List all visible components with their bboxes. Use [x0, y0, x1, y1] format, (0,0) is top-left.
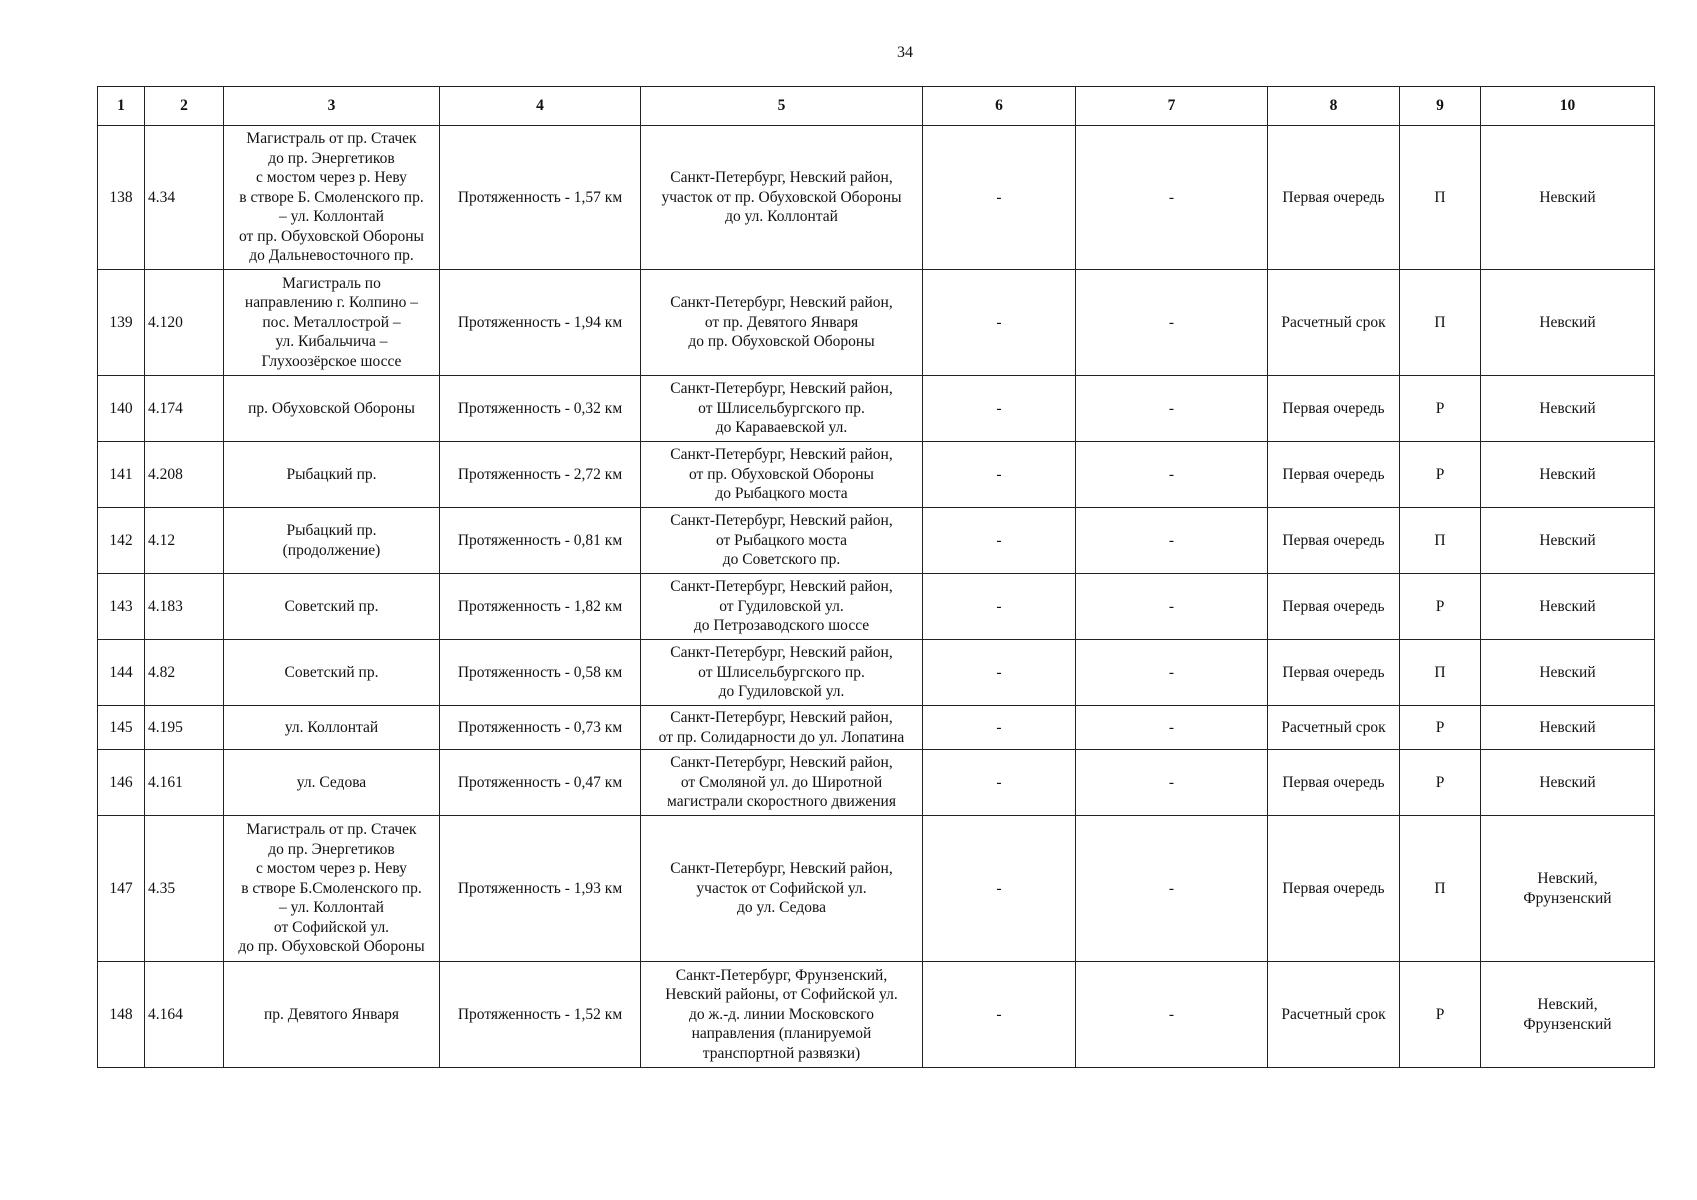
- row-number-cell: 148: [98, 962, 145, 1068]
- location-cell: [641, 270, 923, 376]
- type-cell: П: [1400, 508, 1481, 574]
- location-cell-line: до Караваевской ул.: [715, 419, 848, 437]
- object-name-cell-line: Советский пр.: [284, 663, 379, 681]
- code-cell: 4.82: [145, 640, 224, 706]
- term-cell: Расчетный срок: [1268, 962, 1400, 1068]
- type-cell: П: [1400, 640, 1481, 706]
- object-name-cell-line: от Софийской ул.: [273, 918, 390, 936]
- row-number-cell: 139: [98, 270, 145, 376]
- location-cell-line: Санкт-Петербург, Невский район,: [670, 380, 893, 398]
- object-name-cell-line: Магистраль от пр. Стачек: [246, 130, 417, 148]
- code-cell: 4.12: [145, 508, 224, 574]
- term-cell: Первая очередь: [1268, 126, 1400, 270]
- term-cell: Первая очередь: [1268, 750, 1400, 816]
- code-cell: 4.120: [145, 270, 224, 376]
- location-cell-line: от Шлисельбургского пр.: [698, 399, 865, 417]
- location-cell-line: до Советского пр.: [722, 551, 841, 569]
- location-cell-line: транспортной развязки): [702, 1044, 861, 1062]
- object-name-cell-line: Магистраль по: [282, 274, 381, 292]
- location-cell-line: Санкт-Петербург, Невский район,: [670, 860, 893, 878]
- term-cell: Первая очередь: [1268, 442, 1400, 508]
- type-cell: Р: [1400, 962, 1481, 1068]
- length-cell: Протяженность - 1,52 км: [440, 962, 641, 1068]
- location-cell-line: участок от пр. Обуховской Обороны: [661, 188, 902, 206]
- location-cell: [641, 706, 923, 750]
- col7-cell: -: [1076, 816, 1268, 962]
- code-cell: 4.164: [145, 962, 224, 1068]
- table-row: [98, 508, 1655, 574]
- district-cell: [1481, 126, 1655, 270]
- location-cell-line: от Смоляной ул. до Широтной: [680, 773, 883, 791]
- object-name-cell-line: ул. Седова: [296, 773, 367, 791]
- object-name-cell-line: с мостом через р. Неву: [256, 860, 407, 878]
- location-cell-line: Санкт-Петербург, Невский район,: [670, 578, 893, 596]
- object-name-cell: [224, 706, 440, 750]
- object-name-cell-line: Глухоозёрское шоссе: [261, 352, 402, 370]
- code-cell: 4.174: [145, 376, 224, 442]
- district-cell-line: Невский,: [1537, 996, 1598, 1013]
- location-cell: [641, 376, 923, 442]
- col-header-6: 6: [923, 87, 1076, 126]
- col-header-4: 4: [440, 87, 641, 126]
- object-name-cell-line: пос. Металлострой –: [262, 313, 401, 331]
- term-cell: Первая очередь: [1268, 640, 1400, 706]
- col7-cell: -: [1076, 508, 1268, 574]
- district-cell-line: Фрунзенский: [1523, 889, 1612, 907]
- object-name-cell-line: до пр. Энергетиков: [268, 840, 395, 858]
- object-name-cell: [224, 574, 440, 640]
- object-name-cell-line: до пр. Энергетиков: [268, 149, 395, 167]
- district-cell-line: Невский: [1539, 663, 1596, 681]
- table-row: [98, 706, 1655, 750]
- location-cell-line: магистрали скоростного движения: [667, 793, 896, 811]
- col7-cell: -: [1076, 442, 1268, 508]
- district-cell: [1481, 376, 1655, 442]
- location-cell-line: Санкт-Петербург, Фрунзенский,: [675, 966, 888, 984]
- col-header-10: 10: [1481, 87, 1655, 126]
- location-cell: [641, 816, 923, 962]
- location-cell-line: до ж.-д. линии Московского: [689, 1005, 874, 1023]
- table-row: [98, 750, 1655, 816]
- type-cell: Р: [1400, 574, 1481, 640]
- location-cell-line: от Рыбацкого моста: [715, 531, 848, 549]
- type-cell: П: [1400, 270, 1481, 376]
- district-cell-line: Невский: [1539, 718, 1596, 736]
- object-name-cell-line: (продолжение): [282, 541, 381, 559]
- district-cell-line: Невский,: [1537, 870, 1598, 887]
- col7-cell: -: [1076, 962, 1268, 1068]
- col7-cell: -: [1076, 706, 1268, 750]
- col-header-5: 5: [641, 87, 923, 126]
- object-name-cell-line: до пр. Обуховской Обороны: [238, 938, 425, 956]
- col-header-2: 2: [145, 87, 224, 126]
- location-cell-line: Санкт-Петербург, Невский район,: [670, 169, 893, 187]
- district-cell: [1481, 706, 1655, 750]
- type-cell: Р: [1400, 706, 1481, 750]
- object-name-cell: [224, 640, 440, 706]
- location-cell-line: до Гудиловской ул.: [718, 683, 845, 701]
- location-cell: [641, 126, 923, 270]
- object-name-cell-line: ул. Кибальчича –: [275, 333, 388, 351]
- code-cell: 4.161: [145, 750, 224, 816]
- length-cell: Протяженность - 1,93 км: [440, 816, 641, 962]
- row-number-cell: 140: [98, 376, 145, 442]
- term-cell: Первая очередь: [1268, 508, 1400, 574]
- district-cell-line: Невский: [1539, 465, 1596, 483]
- object-name-cell-line: до Дальневосточного пр.: [249, 247, 414, 265]
- col-header-9: 9: [1400, 87, 1481, 126]
- object-name-cell-line: Рыбацкий пр.: [286, 522, 377, 539]
- type-cell: Р: [1400, 376, 1481, 442]
- object-name-cell: [224, 126, 440, 270]
- object-name-cell-line: Советский пр.: [284, 597, 379, 615]
- location-cell-line: от Гудиловской ул.: [719, 597, 844, 615]
- row-number-cell: 142: [98, 508, 145, 574]
- header-row: [98, 87, 1655, 126]
- col6-cell: -: [923, 270, 1076, 376]
- col7-cell: -: [1076, 126, 1268, 270]
- table-row: [98, 442, 1655, 508]
- col6-cell: -: [923, 442, 1076, 508]
- length-cell: Протяженность - 0,47 км: [440, 750, 641, 816]
- code-cell: 4.34: [145, 126, 224, 270]
- object-name-cell-line: в створе Б. Смоленского пр.: [239, 188, 424, 206]
- row-number-cell: 146: [98, 750, 145, 816]
- col6-cell: -: [923, 574, 1076, 640]
- district-cell-line: Невский: [1539, 313, 1596, 331]
- col7-cell: -: [1076, 376, 1268, 442]
- row-number-cell: 143: [98, 574, 145, 640]
- district-cell: [1481, 442, 1655, 508]
- code-cell: 4.35: [145, 816, 224, 962]
- object-name-cell-line: – ул. Коллонтай: [279, 208, 384, 226]
- district-cell: [1481, 640, 1655, 706]
- object-name-cell-line: Магистраль от пр. Стачек: [246, 821, 417, 839]
- location-cell-line: от пр. Солидарности до ул. Лопатина: [658, 728, 905, 746]
- term-cell: Расчетный срок: [1268, 706, 1400, 750]
- col6-cell: -: [923, 376, 1076, 442]
- district-cell: [1481, 750, 1655, 816]
- page-number: 34: [897, 44, 913, 61]
- object-name-cell-line: пр. Девятого Января: [263, 1005, 400, 1023]
- term-cell: Первая очередь: [1268, 816, 1400, 962]
- length-cell: Протяженность - 2,72 км: [440, 442, 641, 508]
- type-cell: Р: [1400, 442, 1481, 508]
- object-name-cell: [224, 376, 440, 442]
- length-cell: Протяженность - 1,82 км: [440, 574, 641, 640]
- object-name-cell: [224, 442, 440, 508]
- object-name-cell-line: ул. Коллонтай: [284, 718, 379, 736]
- col7-cell: -: [1076, 270, 1268, 376]
- col6-cell: -: [923, 640, 1076, 706]
- table-row: [98, 270, 1655, 376]
- type-cell: Р: [1400, 750, 1481, 816]
- district-cell: [1481, 816, 1655, 962]
- code-cell: 4.208: [145, 442, 224, 508]
- location-cell-line: от пр. Девятого Января: [704, 313, 859, 331]
- col6-cell: -: [923, 816, 1076, 962]
- district-cell-line: Фрунзенский: [1523, 1015, 1612, 1033]
- col-header-3: 3: [224, 87, 440, 126]
- col7-cell: -: [1076, 640, 1268, 706]
- district-cell-line: Невский: [1539, 773, 1596, 791]
- object-name-cell-line: – ул. Коллонтай: [279, 899, 384, 917]
- district-cell-line: Невский: [1539, 399, 1596, 417]
- type-cell: П: [1400, 816, 1481, 962]
- col6-cell: -: [923, 706, 1076, 750]
- code-cell: 4.195: [145, 706, 224, 750]
- object-name-cell: [224, 508, 440, 574]
- col6-cell: -: [923, 126, 1076, 270]
- length-cell: Протяженность - 0,73 км: [440, 706, 641, 750]
- object-name-cell-line: пр. Обуховской Обороны: [248, 399, 415, 417]
- object-name-cell: [224, 750, 440, 816]
- table-row: [98, 126, 1655, 270]
- table-body: [98, 126, 1655, 1068]
- location-cell-line: от Шлисельбургского пр.: [698, 663, 865, 681]
- length-cell: Протяженность - 0,58 км: [440, 640, 641, 706]
- district-cell-line: Невский: [1539, 531, 1596, 549]
- location-cell-line: Невский районы, от Софийской ул.: [665, 986, 898, 1004]
- term-cell: Расчетный срок: [1268, 270, 1400, 376]
- col-header-7: 7: [1076, 87, 1268, 126]
- object-name-cell: [224, 270, 440, 376]
- table-row: [98, 816, 1655, 962]
- location-cell: [641, 508, 923, 574]
- code-cell: 4.183: [145, 574, 224, 640]
- col6-cell: -: [923, 750, 1076, 816]
- row-number-cell: 141: [98, 442, 145, 508]
- col7-cell: -: [1076, 750, 1268, 816]
- location-cell-line: Санкт-Петербург, Невский район,: [670, 512, 893, 530]
- term-cell: Первая очередь: [1268, 376, 1400, 442]
- object-name-cell-line: в створе Б.Смоленского пр.: [241, 879, 422, 897]
- col6-cell: -: [923, 508, 1076, 574]
- col6-cell: -: [923, 962, 1076, 1068]
- object-name-cell-line: от пр. Обуховской Обороны: [239, 227, 424, 245]
- length-cell: Протяженность - 0,32 км: [440, 376, 641, 442]
- location-cell-line: направления (планируемой: [691, 1025, 872, 1043]
- location-cell-line: Санкт-Петербург, Невский район,: [670, 644, 893, 662]
- object-name-cell: [224, 816, 440, 962]
- location-cell-line: от пр. Обуховской Обороны: [689, 465, 874, 483]
- district-cell: [1481, 508, 1655, 574]
- location-cell-line: до Рыбацкого моста: [715, 485, 848, 503]
- col-header-1: 1: [98, 87, 145, 126]
- location-cell: [641, 750, 923, 816]
- location-cell-line: до пр. Обуховской Обороны: [688, 333, 875, 351]
- location-cell: [641, 640, 923, 706]
- row-number-cell: 147: [98, 816, 145, 962]
- col-header-8: 8: [1268, 87, 1400, 126]
- table-row: [98, 962, 1655, 1068]
- district-cell-line: Невский: [1539, 188, 1596, 206]
- type-cell: П: [1400, 126, 1481, 270]
- table-row: [98, 376, 1655, 442]
- location-cell-line: Санкт-Петербург, Невский район,: [670, 294, 893, 312]
- district-cell: [1481, 962, 1655, 1068]
- row-number-cell: 144: [98, 640, 145, 706]
- table-row: [98, 574, 1655, 640]
- location-cell: [641, 442, 923, 508]
- object-name-cell-line: направлению г. Колпино –: [244, 294, 419, 312]
- object-name-cell: [224, 962, 440, 1068]
- roads-table: [97, 86, 1655, 1068]
- district-cell: [1481, 270, 1655, 376]
- location-cell-line: участок от Софийской ул.: [696, 879, 867, 897]
- row-number-cell: 138: [98, 126, 145, 270]
- location-cell-line: Санкт-Петербург, Невский район,: [670, 754, 893, 772]
- district-cell-line: Невский: [1539, 597, 1596, 615]
- location-cell: [641, 574, 923, 640]
- object-name-cell-line: Рыбацкий пр.: [286, 465, 377, 483]
- object-name-cell-line: с мостом через р. Неву: [256, 169, 407, 187]
- row-number-cell: 145: [98, 706, 145, 750]
- location-cell-line: до ул. Седова: [737, 899, 826, 917]
- length-cell: Протяженность - 1,94 км: [440, 270, 641, 376]
- term-cell: Первая очередь: [1268, 574, 1400, 640]
- location-cell-line: Санкт-Петербург, Невский район,: [670, 709, 893, 726]
- location-cell: [641, 962, 923, 1068]
- location-cell-line: Санкт-Петербург, Невский район,: [670, 446, 893, 464]
- location-cell-line: до Петрозаводского шоссе: [693, 617, 870, 635]
- district-cell: [1481, 574, 1655, 640]
- col7-cell: -: [1076, 574, 1268, 640]
- table-row: [98, 640, 1655, 706]
- length-cell: Протяженность - 1,57 км: [440, 126, 641, 270]
- location-cell-line: до ул. Коллонтай: [725, 208, 838, 226]
- length-cell: Протяженность - 0,81 км: [440, 508, 641, 574]
